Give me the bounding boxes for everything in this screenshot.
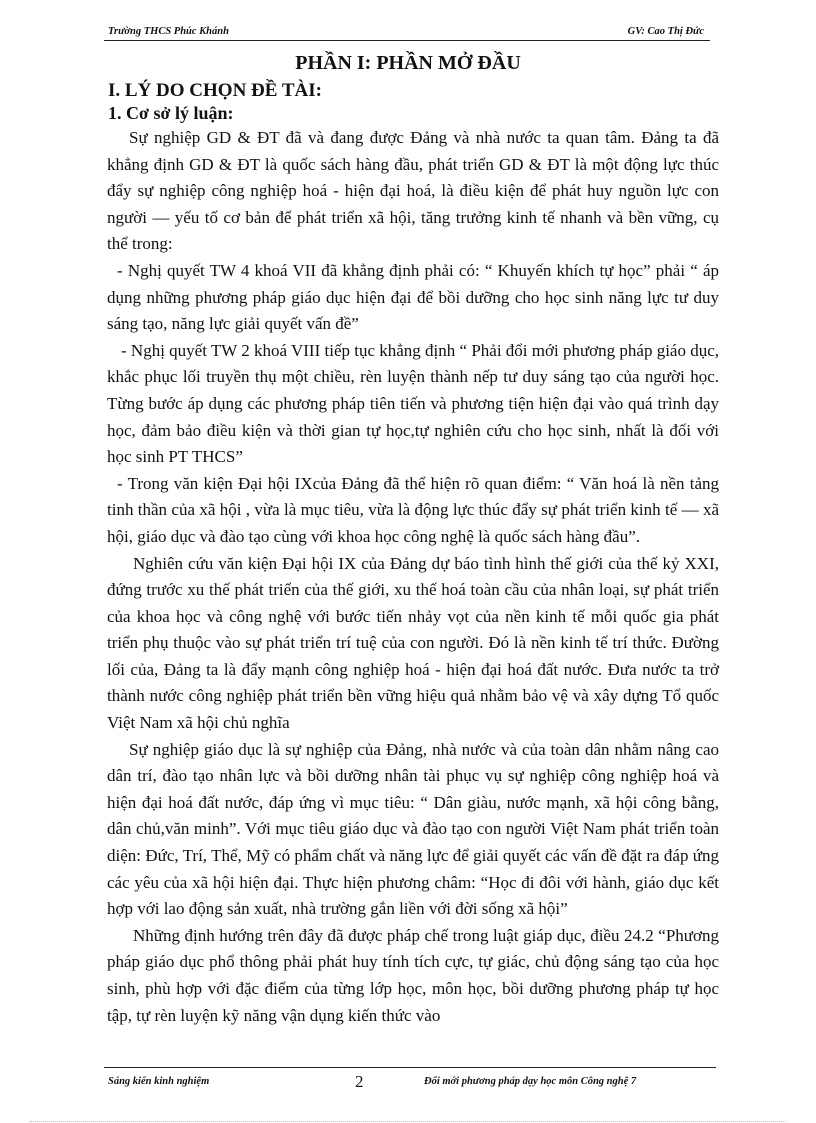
paragraph: Sự nghiệp GD & ĐT đã và đang được Đảng và nhà nước ta quan tâm. Đảng ta đã khẳng định GD & ĐT là quốc sách hàng đầu, phát triển GD & ĐT là một động lực thúc đẩy sự nghiệp công nghiệp hoá - hiện đại hoá, là điều kiện để phát huy nguồn lực con người — yếu tố cơ bản để phát triển xã hội, tăng trưởng kinh tế nhanh và bền vững, cụ thể trong: (107, 128, 719, 254)
page-footer (108, 1072, 720, 1092)
page-header (108, 22, 704, 40)
page-title: PHẦN I: PHẦN MỞ ĐẦU (295, 52, 521, 74)
subsection-heading: 1. Cơ sở lý luận: (108, 103, 234, 123)
footer-right: Đổi mới phương pháp dạy học môn Công nghệ 7 (424, 1076, 637, 1087)
paragraph: Sự nghiệp giáo dục là sự nghiệp của Đảng, nhà nước và của toàn dân nhằm nâng cao dân trí, đào tạo nhân lực và bồi dưỡng nhân tài phục vụ sự nghiệp công nghiệp hoá và hiện đại hoá đất nước, đáp ứng vì mục tiêu: “ Dân giàu, nước mạnh, xã hội công bằng, dân chủ,văn minh”. Với mục tiêu giáo dục và đào tạo con người Việt Nam phát triển toàn diện: Đức, Trí, Thể, Mỹ có phẩm chất và năng lực để giải quyết các vấn đề đặt ra đáp ứng các yêu của xã hội hiện đại. Thực hiện phương châm: “Học đi đôi với hành, giáo dục kết hợp với lao động sản xuất, nhà trường gắn liền với đời sống xã hội” (107, 739, 719, 919)
paragraph: - Nghị quyết TW 4 khoá VII đã khẳng định phải có: “ Khuyến khích tự học” phải “ áp dụng những phương pháp giáo dục hiện đại để bồi dưỡng cho học sinh năng lực tư duy sáng tạo, năng lực giải quyết vấn đề” (107, 260, 719, 334)
header-school: Trường THCS Phúc Khánh (108, 26, 229, 37)
page-number: 2 (355, 1072, 364, 1091)
paragraph: - Nghị quyết TW 2 khoá VIII tiếp tục khẳng định “ Phải đổi mới phương pháp giáo dục, khắc phục lối truyền thụ một chiều, rèn luyện thành nếp tư duy sáng tạo của người học. Từng bước áp dụng các phương pháp tiên tiến và phương tiện hiện đại vào quá trình dạy học, đảm bảo điều kiện và thời gian tự học,tự nghiên cứu cho học sinh, nhất là đối với học sinh PT THCS” (107, 340, 720, 467)
page-bottom-border (30, 1121, 786, 1122)
paragraph: Những định hướng trên đây đã được pháp chế trong luật giáp dục, điều 24.2 “Phương pháp giáo dục phổ thông phải phát huy tính tích cực, tự giác, chủ động sáng tạo của học sinh, phù hợp với đặc điểm của từng lớp học, môn học, bồi dưỡng phương pháp tự học tập, tự rèn luyện kỹ năng vận dụng kiến thức vào (107, 925, 719, 1025)
footer-divider (104, 1067, 716, 1068)
body-text (107, 125, 719, 1029)
paragraph: Nghiên cứu văn kiện Đại hội IX của Đảng dự báo tình hình thế giới của thế kỷ XXI, đứng trước xu thế phát triển của thế giới, xu thế hoá toàn cầu của nhân loại, sự phát triển của khoa học và công nghệ với bước tiến nhảy vọt của nền kinh tế mỗi quốc gia phát triển phụ thuộc vào sự phát triển trí tuệ của con người. Đó là nền kinh tế trí thức. Đường lối của, Đảng ta là đẩy mạnh công nghiệp hoá - hiện đại hoá đất nước. Đưa nước ta trở thành nước công nghiệp phát triển bền vững hiệu quả nhằm bảo vệ và xây dựng Tổ quốc Việt Nam xã hội chủ nghĩa (107, 553, 719, 733)
footer-left: Sáng kiến kinh nghiệm (108, 1076, 210, 1087)
paragraph: - Trong văn kiện Đại hội IXcủa Đảng đã thể hiện rõ quan điểm: “ Văn hoá là nền tảng tinh thần của xã hội , vừa là mục tiêu, vừa là động lực thúc đẩy sự phát triển kinh tế — xã hội, giáo dục và đào tạo cùng với khoa học công nghệ là quốc sách hàng đầu”. (107, 473, 719, 546)
section-heading: I. LÝ DO CHỌN ĐỀ TÀI: (108, 80, 322, 101)
header-teacher: GV: Cao Thị Đức (627, 26, 704, 37)
header-divider (104, 40, 710, 41)
